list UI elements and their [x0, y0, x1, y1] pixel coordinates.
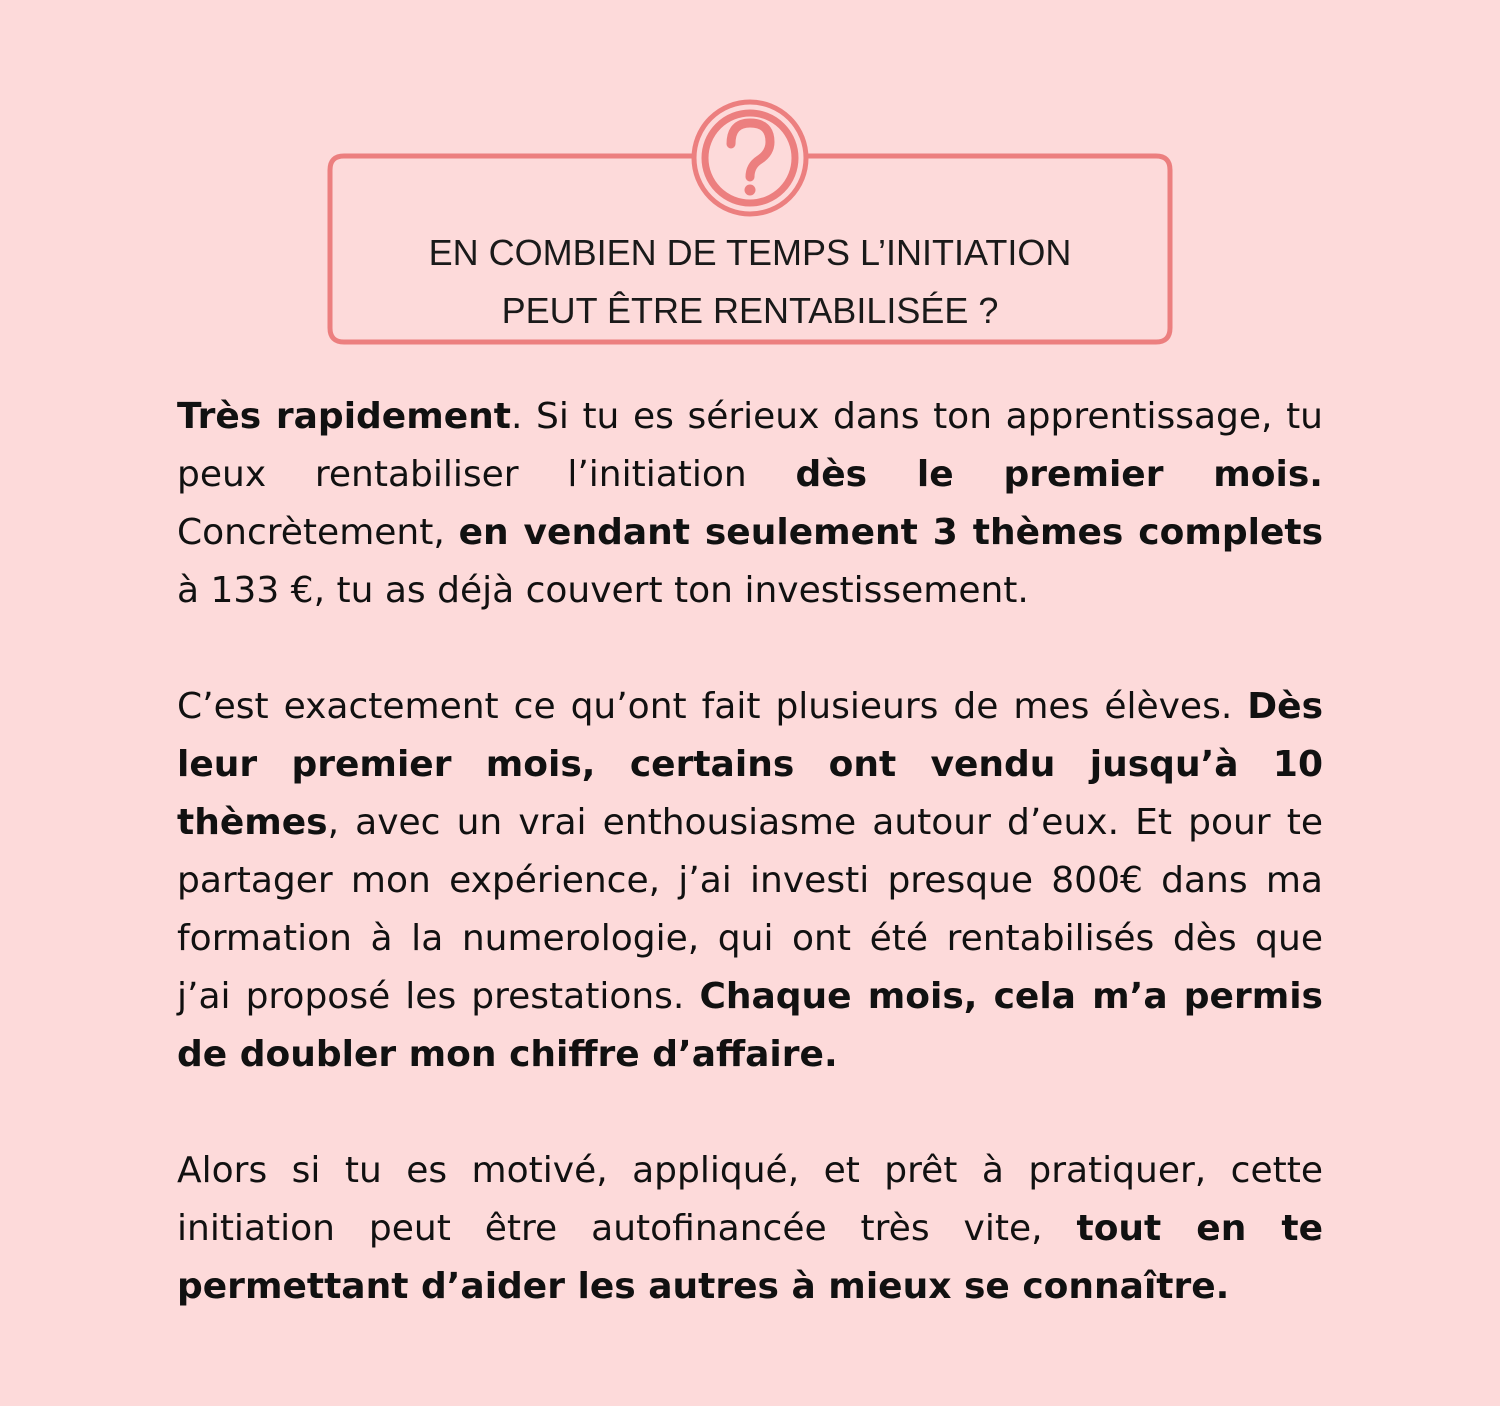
text-run: à 133 €, tu as déjà couvert ton investissement.: [177, 570, 1029, 611]
answer-text: [177, 388, 1323, 1316]
question-title: [330, 224, 1170, 340]
answer-paragraph-2: [177, 678, 1323, 1084]
text-run: Alors si tu es motivé, appliqué, et prêt à pratiquer, cette initiation peut être autofinancée très vite,: [177, 1150, 1323, 1249]
bold-phrase: en vendant seulement 3 thèmes complets: [458, 512, 1323, 553]
bold-phrase: Très rapidement: [177, 396, 511, 437]
question-header-box: [0, 0, 1500, 360]
bold-phrase: tout en te permettant d’aider les autres à mieux se connaître.: [177, 1208, 1323, 1307]
bold-phrase: Chaque mois, cela m’a permis de doubler mon chiffre d’affaire.: [177, 976, 1323, 1075]
bold-phrase: Dès leur premier mois, certains ont vendu jusqu’à 10 thèmes: [177, 686, 1323, 843]
answer-paragraph-1: [177, 388, 1323, 620]
question-title-line-2: PEUT ÊTRE RENTABILISÉE ?: [501, 290, 999, 331]
question-title-line-1: EN COMBIEN DE TEMPS L’INITIATION: [428, 232, 1072, 273]
text-run: . Si tu es sérieux dans ton apprentissage, tu peux rentabiliser l’initiation: [177, 396, 1323, 495]
text-run: , avec un vrai enthousiasme autour d’eux. Et pour te partager mon expérience, j’ai investi presque 800€ dans ma formation à la numerologie, qui ont été rentabilisés dès que j’ai proposé les prestations.: [177, 802, 1323, 1017]
answer-paragraph-3: [177, 1142, 1323, 1316]
text-run: C’est exactement ce qu’ont fait plusieurs de mes élèves.: [177, 686, 1248, 727]
bold-phrase: dès le premier mois.: [795, 454, 1323, 495]
question-mark-circle-icon: [694, 102, 806, 214]
text-run: Concrètement,: [177, 512, 459, 553]
